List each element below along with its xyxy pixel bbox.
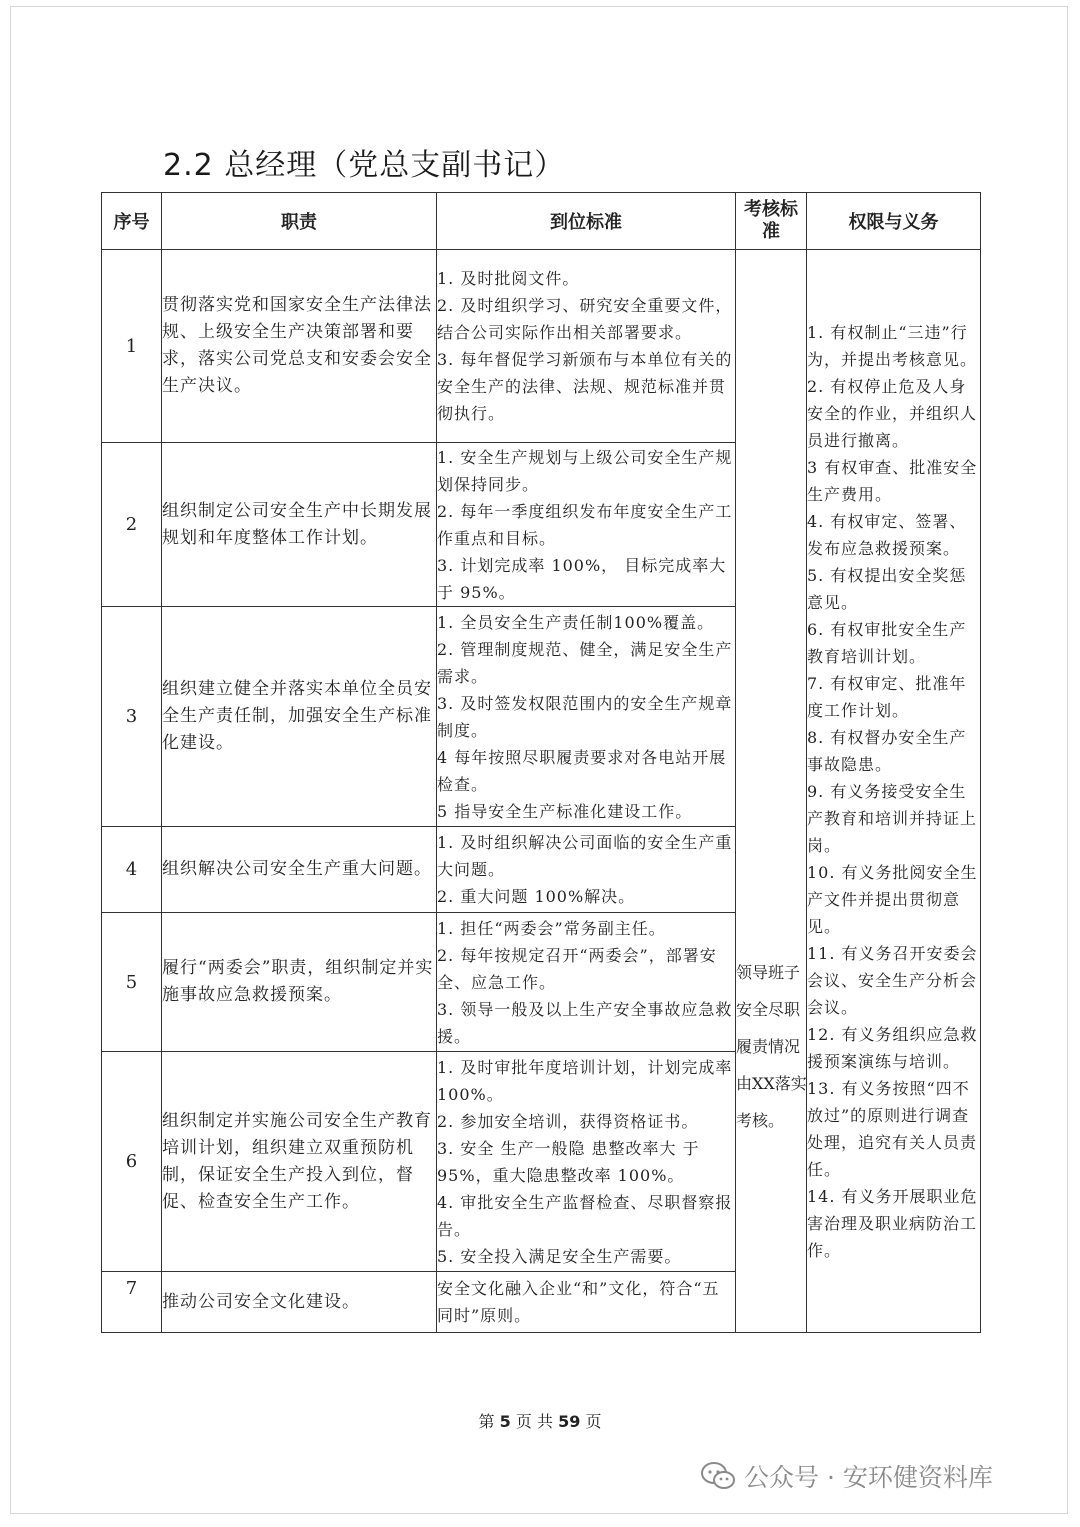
row-responsibility: 组织制定公司安全生产中长期发展规划和年度整体工作计划。 [162, 443, 437, 607]
duty-table [101, 192, 981, 1333]
standard-item: 安全文化融入企业“和”文化，符合“五同时”原则。 [437, 1279, 720, 1325]
row-no: 5 [102, 913, 162, 1052]
rights-item: 6. 有权审批安全生产教育培训计划。 [807, 619, 967, 666]
header-responsibility: 职责 [162, 193, 437, 250]
row-no: 4 [102, 827, 162, 913]
evaluation-line: 安全尽职 [736, 999, 801, 1019]
rights-item: 8. 有权督办安全生产事故隐患。 [807, 727, 967, 774]
header-rights: 权限与义务 [807, 193, 981, 250]
standard-item: 1. 及时组织解决公司面临的安全生产重大问题。 [437, 833, 733, 879]
rights-item: 11. 有义务召开安委会会议、安全生产分析会会议。 [807, 943, 978, 1017]
row-no: 1 [102, 250, 162, 443]
rights-cell [807, 250, 981, 1333]
row-standards [437, 250, 736, 443]
header-evaluation-line1: 考核标 [744, 199, 798, 220]
row-no: 2 [102, 443, 162, 607]
row-standards [437, 607, 736, 827]
standard-item: 4 每年按照尽职履责要求对各电站开展检查。 [437, 747, 727, 794]
standard-item: 4. 审批安全生产监督检查、尽职督察报告。 [437, 1192, 733, 1239]
row-standards [437, 1272, 736, 1333]
row-responsibility: 贯彻落实党和国家安全生产法律法规、上级安全生产决策部署和要求，落实公司党总支和安委会安全生产决议。 [162, 250, 437, 443]
row-responsibility: 履行“两委会”职责，组织制定并实施事故应急救援预案。 [162, 913, 437, 1052]
evaluation-cell [736, 250, 807, 1333]
evaluation-line: 履责情况 [736, 1036, 801, 1056]
footer-middle: 页 共 [515, 1412, 553, 1431]
row-responsibility: 推动公司安全文化建设。 [162, 1272, 437, 1333]
standard-item: 2. 每年按规定召开“两委会”，部署安全、应急工作。 [437, 945, 717, 992]
standard-item: 1. 全员安全生产责任制100%覆盖。 [437, 612, 715, 632]
header-no: 序号 [102, 193, 162, 250]
header-evaluation-line2: 准 [762, 221, 780, 242]
standard-item: 3. 领导一般及以上生产安全事故应急救援。 [437, 999, 733, 1046]
rights-item: 5. 有权提出安全奖惩意见。 [807, 565, 967, 612]
standard-item: 2. 重大问题 100%解决。 [437, 887, 636, 906]
evaluation-line: 考核。 [736, 1110, 785, 1130]
standard-item: 2. 每年一季度组织发布年度安全生产工作重点和目标。 [437, 501, 733, 548]
row-responsibility: 组织制定并实施公司安全生产教育培训计划，组织建立双重预防机制，保证安全生产投入到位，督促、检查安全生产工作。 [162, 1052, 437, 1272]
standard-item: 1. 担任“两委会”常务副主任。 [437, 918, 666, 938]
rights-item: 12. 有义务组织应急救援预案演练与培训。 [807, 1024, 978, 1071]
watermark-text: 公众号 · 安环健资料库 [744, 1463, 993, 1492]
header-standard: 到位标准 [437, 193, 736, 250]
standard-item: 2. 参加安全培训，获得资格证书。 [437, 1111, 699, 1131]
standard-item: 1. 安全生产规划与上级公司安全生产规划保持同步。 [437, 447, 733, 494]
rights-item: 7. 有权审定、批准年度工作计划。 [807, 673, 967, 720]
standard-item: 5. 安全投入满足安全生产需要。 [437, 1246, 682, 1266]
row-standards [437, 1052, 736, 1272]
footer-page-number: 5 [499, 1412, 511, 1431]
rights-item: 9. 有义务接受安全生产教育和培训并持证上岗。 [807, 781, 978, 855]
row-standards [437, 443, 736, 607]
page-footer [0, 1409, 1080, 1432]
rights-item: 3 有权审查、批准安全生产费用。 [807, 457, 978, 504]
header-evaluation [736, 193, 807, 250]
standard-item: 1. 及时批阅文件。 [437, 269, 580, 288]
evaluation-line: 由XX落实 [736, 1073, 807, 1093]
standard-item: 3. 每年督促学习新颁布与本单位有关的安全生产的法律、法规、规范标准并贯彻执行。 [437, 350, 733, 423]
standard-item: 5 指导安全生产标准化建设工作。 [437, 801, 693, 821]
standard-item: 3. 计划完成率 100%， 目标完成率大于 95%。 [437, 555, 727, 602]
rights-item: 13. 有义务按照“四不放过”的原则进行调查处理，追究有关人员责任。 [807, 1078, 978, 1179]
rights-item: 2. 有权停止危及人身安全的作业，并组织人员进行撤离。 [807, 376, 978, 450]
footer-prefix: 第 [478, 1412, 495, 1431]
row-responsibility: 组织解决公司安全生产重大问题。 [162, 827, 437, 913]
table-header-row [102, 193, 981, 250]
standard-item: 1. 及时审批年度培训计划，计划完成率 100%。 [437, 1057, 733, 1104]
standard-item: 3. 及时签发权限范围内的安全生产规章制度。 [437, 693, 733, 740]
rights-item: 1. 有权制止“三违”行为，并提出考核意见。 [807, 322, 978, 369]
wechat-icon [700, 1461, 736, 1491]
standard-item: 2. 管理制度规范、健全，满足安全生产需求。 [437, 639, 733, 686]
standard-item: 2. 及时组织学习、研究安全重要文件，结合公司实际作出相关部署要求。 [437, 296, 733, 342]
row-standards [437, 913, 736, 1052]
row-no: 3 [102, 607, 162, 827]
rights-item: 4. 有权审定、签署、发布应急救援预案。 [807, 511, 967, 558]
row-no: 7 [102, 1272, 162, 1333]
section-title: 2.2 总经理（党总支副书记） [163, 148, 566, 183]
standard-item: 3. 安全 生产一般隐 患整改率大 于 95%，重大隐患整改率 100%。 [437, 1138, 700, 1185]
table-row [102, 250, 981, 443]
rights-item: 14. 有义务开展职业危害治理及职业病防治工作。 [807, 1186, 978, 1260]
row-standards [437, 827, 736, 913]
rights-item: 10. 有义务批阅安全生产文件并提出贯彻意见。 [807, 862, 978, 936]
row-responsibility: 组织建立健全并落实本单位全员安全生产责任制，加强安全生产标准化建设。 [162, 607, 437, 827]
footer-suffix: 页 [585, 1412, 602, 1431]
footer-total-pages: 59 [558, 1412, 581, 1431]
evaluation-line: 领导班子 [736, 962, 801, 982]
watermark [700, 1458, 993, 1494]
row-no: 6 [102, 1052, 162, 1272]
